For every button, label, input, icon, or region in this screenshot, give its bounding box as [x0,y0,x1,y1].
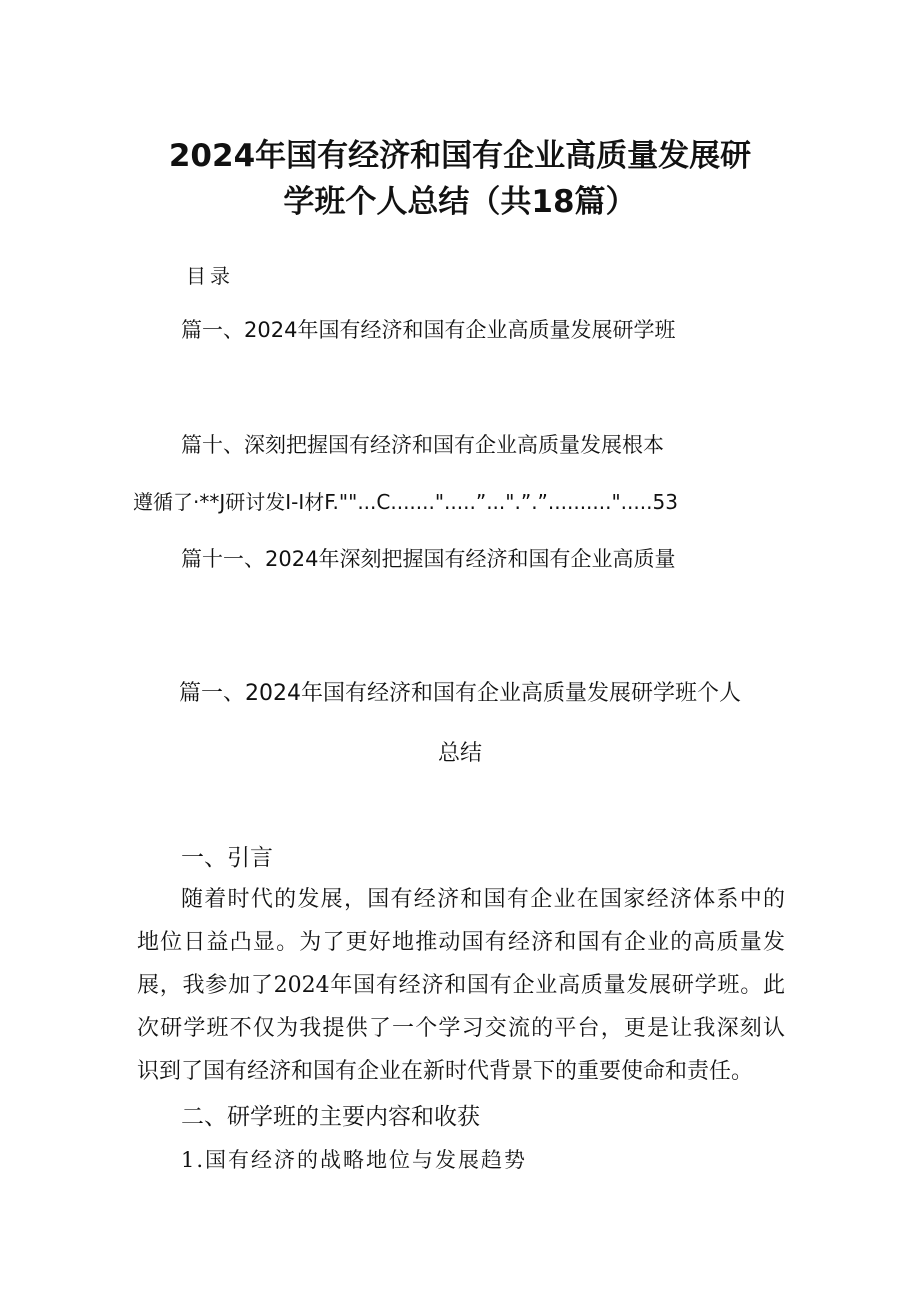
heading-introduction: 一、引言 [181,845,273,871]
toc-entry-1: 篇一、2024年国有经济和国有企业高质量发展研学班 [181,318,676,342]
intro-paragraph-line-5: 识到了国有经济和国有企业在新时代背景下的重要使命和责任。 [137,1059,754,1084]
toc-label: 目录 [186,264,234,288]
heading-main-content: 二、研学班的主要内容和收获 [181,1104,480,1130]
section-title-line-1: 篇一、2024年国有经济和国有企业高质量发展研学班个人 [179,681,741,706]
subheading-strategic-position: 1.国有经济的战略地位与发展趋势 [181,1148,528,1172]
section-title-line-2: 总结 [437,741,482,766]
intro-paragraph-line-4: 次研学班不仅为我提供了一个学习交流的平台，更是让我深刻认 [137,1016,785,1041]
toc-entry-10: 篇十、深刻把握国有经济和国有企业高质量发展根本 [181,433,664,457]
intro-paragraph-line-2: 地位日益凸显。为了更好地推动国有经济和国有企业的高质量发 [137,930,785,955]
toc-entry-11: 篇十一、2024年深刻把握国有经济和国有企业高质量 [181,547,676,571]
document-title-line-1: 2024年国有经济和国有企业高质量发展研 [168,138,752,174]
toc-entry-10-continuation: 遵循了·**J研讨发I-I材F.""...C.......".....”...".”.”..........".....53 [133,490,678,514]
intro-paragraph-line-3: 展，我参加了2024年国有经济和国有企业高质量发展研学班。此 [137,973,785,998]
intro-paragraph-line-1: 随着时代的发展，国有经济和国有企业在国家经济体系中的 [181,887,785,912]
document-title-line-2: 学班个人总结（共18篇） [283,184,637,220]
